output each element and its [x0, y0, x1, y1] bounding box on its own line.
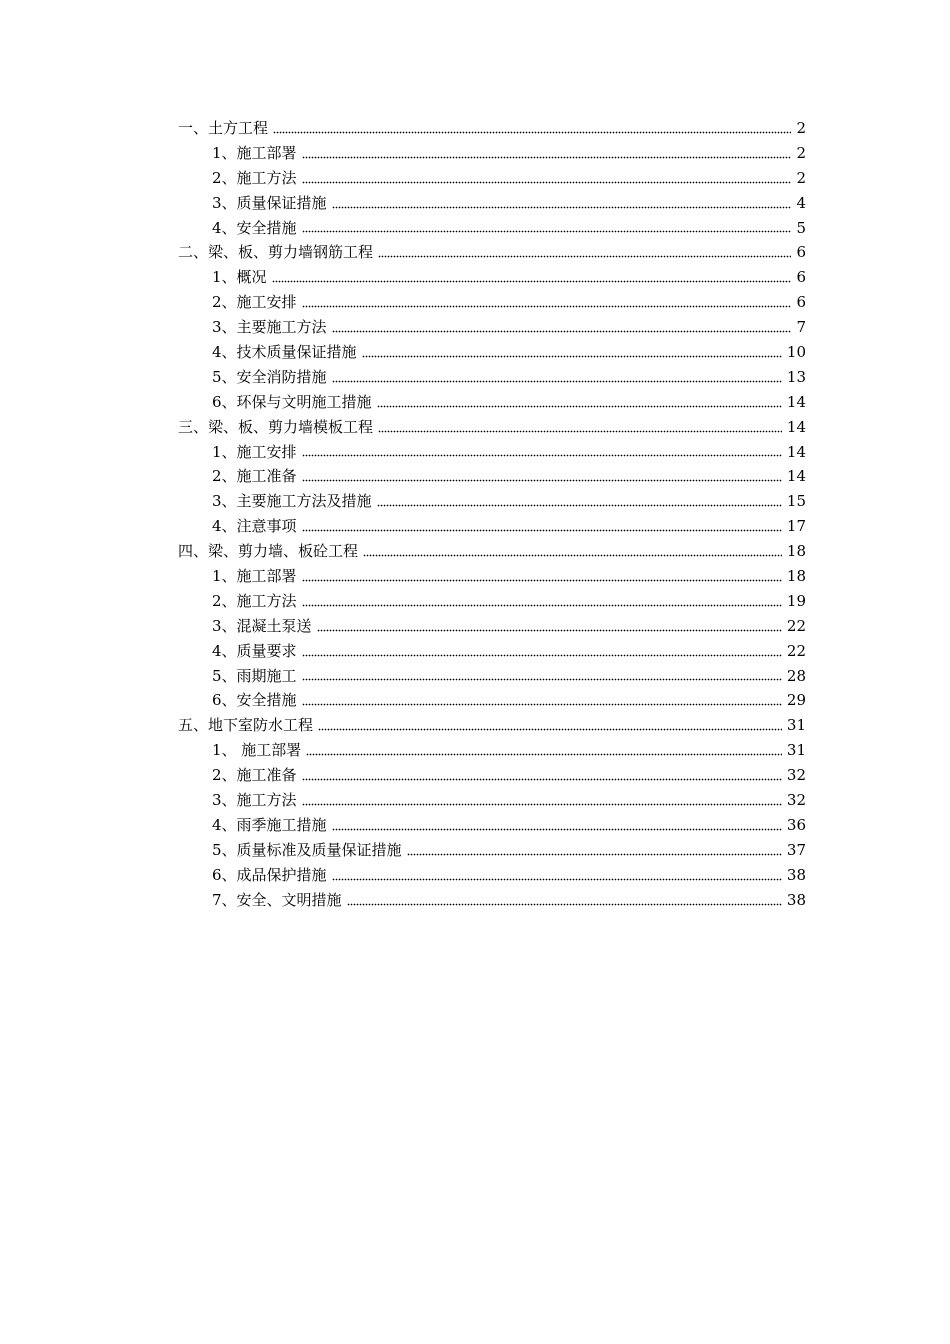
toc-page-number: 32 [786, 766, 806, 785]
toc-dot-leader [332, 875, 782, 881]
toc-subsection-entry[interactable] [0, 564, 950, 589]
toc-subsection-entry[interactable] [0, 191, 950, 216]
toc-dot-leader [332, 825, 782, 831]
toc-entry-title: 3、主要施工方法 [212, 318, 327, 337]
toc-subsection-entry[interactable] [0, 265, 950, 290]
toc-subsection-entry[interactable] [0, 141, 950, 166]
toc-entry-title: 1、 施工部署 [212, 741, 302, 760]
toc-subsection-entry[interactable] [0, 763, 950, 788]
toc-page-number: 31 [786, 741, 806, 760]
toc-dot-leader [332, 203, 792, 209]
toc-subsection-entry[interactable] [0, 365, 950, 390]
toc-subsection-entry[interactable] [0, 390, 950, 415]
toc-page-number: 28 [786, 666, 806, 685]
toc-subsection-entry[interactable] [0, 514, 950, 539]
toc-entry-title: 1、施工部署 [212, 567, 297, 586]
toc-dot-leader [302, 153, 792, 159]
toc-entry-title: 4、注意事项 [212, 517, 297, 536]
toc-page-number: 32 [786, 791, 806, 810]
toc-subsection-entry[interactable] [0, 888, 950, 913]
toc-dot-leader [302, 227, 792, 233]
toc-subsection-entry[interactable] [0, 216, 950, 241]
toc-dot-leader [302, 651, 782, 657]
toc-page-number: 14 [786, 467, 806, 486]
toc-entry-title: 2、施工准备 [212, 467, 297, 486]
toc-page-number: 14 [786, 417, 806, 436]
toc-page-number: 18 [786, 567, 806, 586]
toc-page-number: 14 [786, 442, 806, 461]
toc-entry-title: 四、梁、剪力墙、板砼工程 [178, 542, 359, 561]
toc-page-number: 22 [786, 616, 806, 635]
toc-entry-title: 5、质量标准及质量保证措施 [212, 840, 402, 859]
toc-entry-title: 7、安全、文明措施 [212, 890, 342, 909]
toc-dot-leader [407, 850, 782, 856]
toc-page-number: 18 [786, 542, 806, 561]
toc-dot-leader [302, 302, 792, 308]
toc-entry-title: 3、主要施工方法及措施 [212, 492, 372, 511]
toc-page-number: 31 [786, 716, 806, 735]
toc-page-number: 10 [786, 343, 806, 362]
toc-page-number: 2 [796, 119, 806, 137]
toc-page-number: 6 [796, 293, 806, 312]
toc-dot-leader [332, 377, 782, 383]
toc-entry-title: 1、施工部署 [212, 143, 297, 162]
toc-subsection-entry[interactable] [0, 166, 950, 191]
toc-subsection-entry[interactable] [0, 688, 950, 713]
toc-page-number: 2 [796, 168, 806, 187]
toc-page-number: 36 [786, 815, 806, 834]
toc-page-number: 29 [786, 691, 806, 710]
toc-entry-title: 4、雨季施工措施 [212, 815, 327, 834]
table-of-contents [0, 116, 950, 913]
toc-entry-title: 5、雨期施工 [212, 666, 297, 685]
toc-subsection-entry[interactable] [0, 664, 950, 689]
toc-section-entry[interactable] [0, 539, 950, 564]
toc-page-number: 4 [796, 193, 806, 212]
toc-section-entry[interactable] [0, 415, 950, 440]
toc-page-number: 14 [786, 392, 806, 411]
toc-entry-title: 2、施工方法 [212, 591, 297, 610]
toc-entry-title: 3、质量保证措施 [212, 193, 327, 212]
toc-dot-leader [273, 128, 791, 134]
toc-subsection-entry[interactable] [0, 863, 950, 888]
toc-dot-leader [302, 601, 782, 607]
toc-dot-leader [272, 277, 792, 283]
toc-dot-leader [302, 526, 782, 532]
toc-entry-title: 4、质量要求 [212, 641, 297, 660]
toc-entry-title: 2、施工准备 [212, 766, 297, 785]
toc-subsection-entry[interactable] [0, 639, 950, 664]
toc-subsection-entry[interactable] [0, 614, 950, 639]
toc-subsection-entry[interactable] [0, 838, 950, 863]
toc-subsection-entry[interactable] [0, 315, 950, 340]
toc-subsection-entry[interactable] [0, 738, 950, 763]
toc-page-number: 38 [786, 890, 806, 909]
toc-subsection-entry[interactable] [0, 589, 950, 614]
toc-dot-leader [332, 327, 792, 333]
toc-page-number: 13 [786, 367, 806, 386]
toc-dot-leader [377, 402, 782, 408]
toc-page-number: 6 [796, 268, 806, 287]
toc-entry-title: 2、施工安排 [212, 293, 297, 312]
toc-section-entry[interactable] [0, 116, 950, 141]
toc-dot-leader [306, 750, 782, 756]
toc-dot-leader [377, 501, 782, 507]
toc-page-number: 38 [786, 865, 806, 884]
toc-subsection-entry[interactable] [0, 813, 950, 838]
toc-dot-leader [317, 626, 782, 632]
toc-section-entry[interactable] [0, 713, 950, 738]
toc-entry-title: 6、安全措施 [212, 691, 297, 710]
toc-entry-title: 三、梁、板、剪力墙模板工程 [178, 417, 374, 436]
toc-dot-leader [363, 551, 782, 557]
toc-dot-leader [302, 178, 792, 184]
toc-entry-title: 1、施工安排 [212, 442, 297, 461]
toc-entry-title: 二、梁、板、剪力墙钢筋工程 [178, 243, 374, 262]
toc-section-entry[interactable] [0, 240, 950, 265]
toc-page-number: 15 [786, 492, 806, 511]
toc-entry-title: 五、地下室防水工程 [178, 716, 314, 735]
toc-dot-leader [302, 675, 782, 681]
toc-page-number: 5 [796, 218, 806, 237]
toc-page-number: 7 [796, 318, 806, 337]
toc-dot-leader [302, 700, 782, 706]
toc-entry-title: 3、混凝土泵送 [212, 616, 312, 635]
toc-dot-leader [302, 775, 782, 781]
toc-entry-title: 1、概况 [212, 268, 267, 287]
toc-entry-title: 5、安全消防措施 [212, 367, 327, 386]
toc-subsection-entry[interactable] [0, 440, 950, 465]
toc-dot-leader [347, 900, 782, 906]
toc-dot-leader [302, 576, 782, 582]
toc-entry-title: 2、施工方法 [212, 168, 297, 187]
toc-subsection-entry[interactable] [0, 340, 950, 365]
toc-dot-leader [378, 252, 791, 258]
toc-dot-leader [362, 352, 782, 358]
toc-page-number: 2 [796, 143, 806, 162]
toc-dot-leader [378, 427, 782, 433]
toc-dot-leader [302, 451, 782, 457]
toc-entry-title: 一、土方工程 [178, 119, 269, 137]
toc-subsection-entry[interactable] [0, 464, 950, 489]
toc-dot-leader [302, 800, 782, 806]
toc-subsection-entry[interactable] [0, 290, 950, 315]
toc-entry-title: 4、技术质量保证措施 [212, 343, 357, 362]
toc-page-number: 37 [786, 840, 806, 859]
toc-page-number: 22 [786, 641, 806, 660]
toc-page-number: 6 [796, 243, 806, 262]
toc-entry-title: 6、成品保护措施 [212, 865, 327, 884]
toc-dot-leader [302, 476, 782, 482]
toc-page-number: 17 [786, 517, 806, 536]
toc-entry-title: 4、安全措施 [212, 218, 297, 237]
toc-dot-leader [318, 725, 782, 731]
toc-entry-title: 6、环保与文明施工措施 [212, 392, 372, 411]
toc-subsection-entry[interactable] [0, 489, 950, 514]
toc-page-number: 19 [786, 591, 806, 610]
toc-entry-title: 3、施工方法 [212, 791, 297, 810]
toc-subsection-entry[interactable] [0, 788, 950, 813]
